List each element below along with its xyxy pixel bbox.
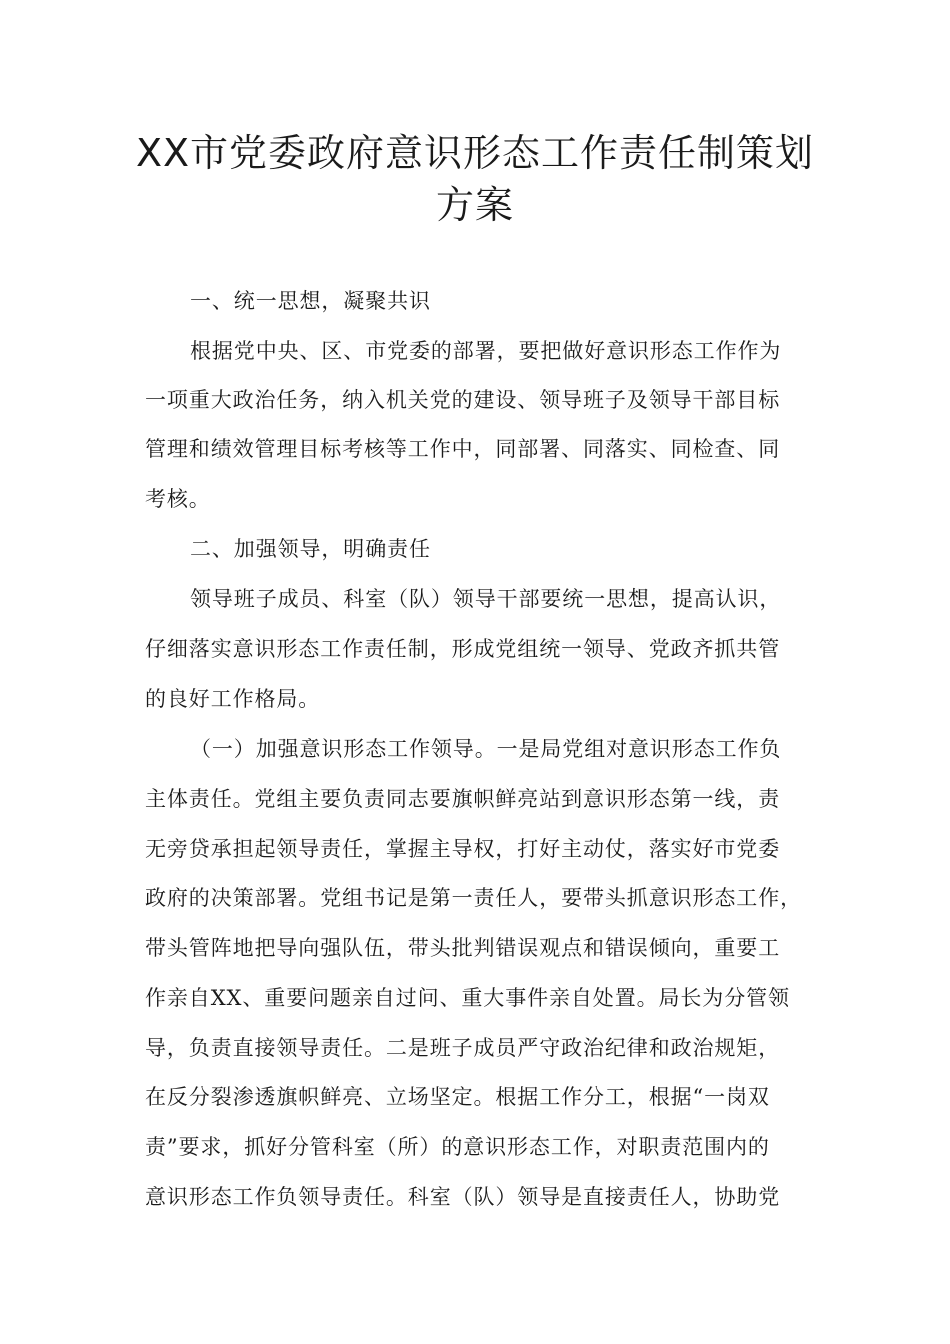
paragraph-line: 仔细落实意识形态工作责任制，形成党组统一领导、党政齐抓共管 (145, 637, 781, 661)
paragraph-line: 的良好工作格局。 (145, 687, 321, 711)
paragraph-line: 领导班子成员、科室（队）领导干部要统一思想，提高认识， (190, 587, 782, 611)
paragraph-line: 在反分裂渗透旗帜鲜亮、立场坚定。根据工作分工，根据“一岗双 (145, 1085, 770, 1109)
section-heading-2: 二、加强领导，明确责任 (190, 537, 431, 561)
paragraph-line: 根据党中央、区、市党委的部署，要把做好意识形态工作作为 (190, 339, 782, 363)
section-heading-1: 一、统一思想，凝聚共识 (190, 289, 431, 313)
paragraph-line: 责”要求，抓好分管科室（所）的意识形态工作，对职责范围内的 (145, 1135, 770, 1159)
paragraph-line: 作亲自XX、重要问题亲自过问、重大事件亲自处置。局长为分管领 (145, 986, 790, 1010)
paragraph-line: 政府的决策部署。党组书记是第一责任人，要带头抓意识形态工作， (145, 886, 802, 910)
paragraph-line: 考核。 (145, 487, 211, 511)
subsection-line: （一）加强意识形态工作领导。一是局党组对意识形态工作负 (190, 737, 782, 761)
paragraph-line: 主体责任。党组主要负责同志要旗帜鲜亮站到意识形态第一线，责 (145, 787, 781, 811)
paragraph-line: 导，负责直接领导责任。二是班子成员严守政治纪律和政治规矩， (145, 1036, 781, 1060)
paragraph-line: 一项重大政治任务，纳入机关党的建设、领导班子及领导干部目标 (145, 388, 781, 412)
paragraph-line: 带头管阵地把导向强队伍，带头批判错误观点和错误倾向，重要工 (145, 936, 781, 960)
paragraph-line: 无旁贷承担起领导责任，掌握主导权，打好主动仗，落实好市党委 (145, 837, 781, 861)
paragraph-line: 意识形态工作负领导责任。科室（队）领导是直接责任人，协助党 (145, 1185, 781, 1209)
paragraph-line: 管理和绩效管理目标考核等工作中，同部署、同落实、同检查、同 (145, 437, 781, 461)
document-title-line-1: XX市党委政府意识形态工作责任制策划 (135, 131, 815, 175)
document-title-line-2: 方案 (435, 183, 514, 227)
